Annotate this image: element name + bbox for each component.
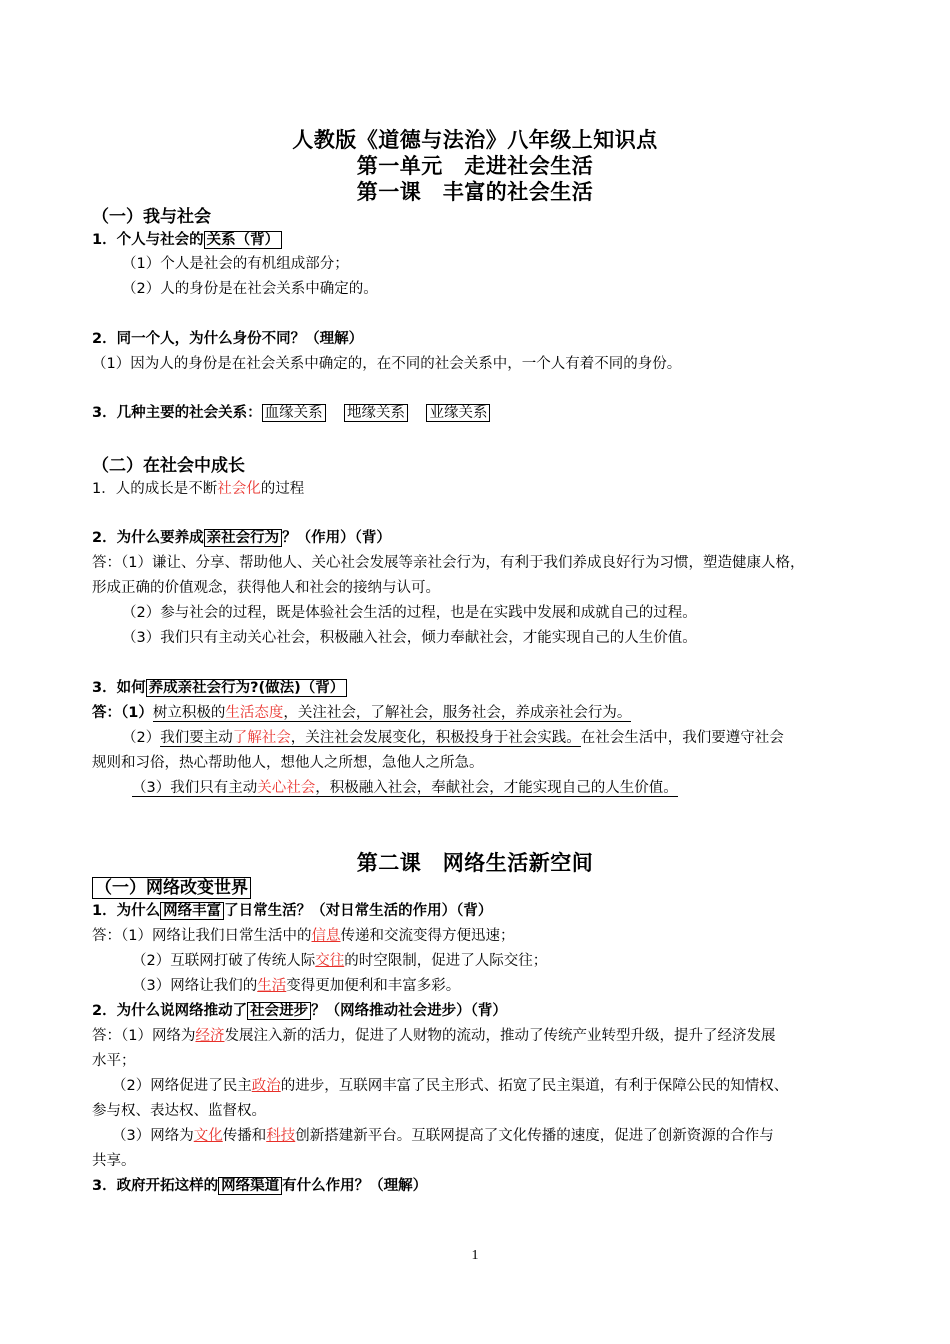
answer-text: （3）网络为 [112, 1128, 194, 1144]
answer-line: 参与权、表达权、监督权。 [92, 1103, 266, 1119]
highlight-keyword: 经济 [195, 1028, 225, 1044]
boxed-keyword: 网络丰富 [160, 902, 224, 920]
answer-line [92, 924, 514, 945]
underlined-text [153, 705, 632, 722]
question-1-3 [92, 401, 490, 422]
question-text: 2．为什么说网络推动了 [92, 1003, 248, 1019]
boxed-heading: （一）网络改变世界 [92, 877, 251, 899]
answer-line: （2）人的身份是在社会关系中确定的。 [122, 281, 378, 297]
answer-text: 的进步，互联网丰富了民主形式、拓宽了民主渠道，有利于保障公民的知情权、 [280, 1078, 789, 1094]
boxed-keyword: 血缘关系 [262, 404, 326, 422]
boxed-keyword: 养成亲社会行为?(做法)（背） [146, 679, 348, 697]
underlined-part: 树立积极的 [152, 705, 226, 721]
lesson2-title: 第二课 网络生活新空间 [356, 851, 594, 875]
boxed-keyword: 地缘关系 [344, 404, 408, 422]
question-text: 2．为什么要养成 [92, 530, 204, 546]
underlined-part: ，积极融入社会，奉献社会，才能实现自己的人生价值。 [315, 780, 678, 796]
question-text: 了日常生活？（对日常生活的作用）（背） [224, 903, 493, 919]
answer-line: （2）参与社会的过程，既是体验社会生活的过程，也是在实践中发展和成就自己的过程。 [122, 605, 697, 621]
question-2-3 [92, 676, 347, 697]
question-text: 3．政府开拓这样的 [92, 1178, 219, 1194]
answer-line [132, 974, 460, 995]
answer-text: 传递和交流变得方便迅速； [340, 928, 515, 944]
answer-line: 共享。 [92, 1153, 136, 1169]
answer-text: 的时空限制，促进了人际交往； [344, 953, 548, 969]
answer-label: 答：（1） [92, 705, 153, 721]
answer-line [112, 1124, 774, 1145]
answer-text: 发展注入新的活力，促进了人财物的流动，推动了传统产业转型升级，提升了经济发展 [224, 1028, 776, 1044]
answer-text: 传播和 [222, 1128, 267, 1144]
answer-line [132, 949, 547, 970]
question-3-1 [92, 899, 492, 920]
answer-line [112, 1074, 788, 1095]
question-text: 3．如何 [92, 680, 146, 696]
document-title: 人教版《道德与法治》八年级上知识点 [292, 128, 658, 152]
answer-text: （2）网络促进了民主 [112, 1078, 252, 1094]
highlight-keyword: 文化 [193, 1128, 223, 1144]
answer-line [122, 726, 784, 747]
answer-line: （1）因为人的身份是在社会关系中确定的，在不同的社会关系中，一个人有着不同的身份。 [92, 356, 682, 372]
answer-text: （3）网络让我们的 [132, 978, 258, 994]
question-2-2 [92, 526, 391, 547]
question-2-1 [92, 477, 304, 498]
section-heading-me-and-society: （一）我与社会 [92, 207, 211, 227]
answer-line: 形成正确的价值观念，获得他人和社会的接纳与认可。 [92, 580, 440, 596]
unit-title: 第一单元 走进社会生活 [356, 154, 594, 178]
highlight-keyword: 交往 [315, 953, 345, 969]
question-text: ？（作用）（背） [282, 530, 391, 546]
section-heading-network-changes-world [92, 873, 251, 898]
question-text: ？（网络推动社会进步）（背） [311, 1003, 507, 1019]
highlight-keyword: 关心社会 [257, 780, 316, 796]
highlight-keyword: 信息 [311, 928, 341, 944]
answer-line [92, 701, 631, 722]
boxed-keyword: 网络渠道 [218, 1177, 282, 1195]
lesson1-title: 第一课 丰富的社会生活 [356, 180, 594, 204]
answer-text: 变得更加便利和丰富多彩。 [286, 978, 461, 994]
answer-text: 答：（1）网络为 [92, 1028, 196, 1044]
answer-line: （1）个人是社会的有机组成部分； [122, 256, 349, 272]
highlight-keyword: 政治 [251, 1078, 281, 1094]
answer-text: 答：（1）网络让我们日常生活中的 [92, 928, 312, 944]
question-3-3 [92, 1174, 427, 1195]
question-text: 1．人的成长是不断 [92, 481, 218, 497]
question-3-2 [92, 999, 507, 1020]
section-heading-grow-in-society: （二）在社会中成长 [92, 456, 245, 476]
answer-text: 创新搭建新平台。互联网提高了文化传播的速度，促进了创新资源的合作与 [295, 1128, 774, 1144]
question-1-1 [92, 228, 282, 249]
answer-text: （2）互联网打破了传统人际 [132, 953, 316, 969]
highlight-keyword: 社会化 [217, 481, 261, 497]
underlined-part: 我们要主动 [160, 730, 233, 746]
underlined-part: ，关注社会发展变化，积极投身于社会实践。 [290, 730, 581, 746]
answer-line: 答：（1）谦让、分享、帮助他人、关心社会发展等亲社会行为，有利于我们养成良好行为习惯，塑造健康人格， [92, 555, 805, 571]
boxed-keyword: 业缘关系 [426, 404, 490, 422]
question-1-2: 2．同一个人，为什么身份不同？（理解） [92, 331, 364, 347]
highlight-keyword: 生活 [257, 978, 287, 994]
underlined-text [160, 730, 581, 747]
question-text: 的过程 [260, 481, 305, 497]
answer-line [132, 776, 678, 797]
question-text: 有什么作用？（理解） [282, 1178, 428, 1194]
highlight-keyword: 生活态度 [225, 705, 284, 721]
underlined-part: ，关注社会，了解社会，服务社会，养成亲社会行为。 [283, 705, 632, 721]
answer-line [92, 1024, 775, 1045]
answer-label: （2） [122, 730, 161, 746]
highlight-keyword: 科技 [266, 1128, 296, 1144]
answer-text: 在社会生活中，我们要遵守社会 [580, 730, 784, 746]
boxed-keyword: 社会进步 [247, 1002, 311, 1020]
underlined-text [132, 780, 678, 797]
underlined-part: （3）我们只有主动 [132, 780, 258, 796]
answer-line: 水平； [92, 1053, 136, 1069]
question-text: 3．几种主要的社会关系： [92, 405, 262, 421]
boxed-keyword: 亲社会行为 [204, 529, 283, 547]
page-number: 1 [471, 1248, 479, 1263]
answer-line: （3）我们只有主动关心社会，积极融入社会，倾力奉献社会，才能实现自己的人生价值。 [122, 630, 697, 646]
question-text: 1．个人与社会的 [92, 232, 204, 248]
question-text: 1．为什么 [92, 903, 161, 919]
highlight-keyword: 了解社会 [232, 730, 291, 746]
answer-line: 规则和习俗，热心帮助他人，想他人之所想，急他人之所急。 [92, 755, 484, 771]
boxed-keyword: 关系（背） [204, 231, 283, 249]
